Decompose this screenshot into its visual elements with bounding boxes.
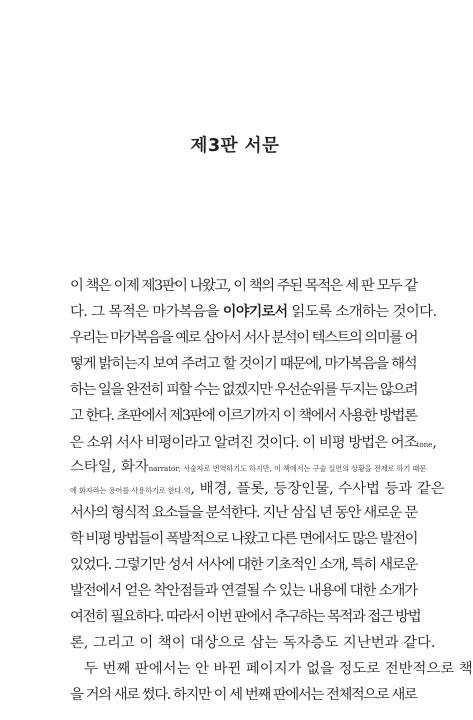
text-line-content: 이 책은 이제 제3판이 나왔고, 이 책의 주된 목적은 세 판 모두 같 <box>70 278 417 294</box>
text-line-content: 하는 일을 완전히 피할 수는 없겠지만 우선순위를 두지는 않으려 <box>70 382 418 399</box>
text-line <box>70 656 473 682</box>
text-line <box>70 299 437 325</box>
text-line <box>70 377 418 403</box>
text-line-content <box>70 299 436 325</box>
text-line <box>70 578 418 604</box>
text-line-content: 고 한다. 초판에서 제3판에 이르기까지 이 책에서 사용한 방법론 <box>70 408 417 425</box>
preface-body <box>70 273 473 708</box>
text-segment: 은 소위 서사 비평이라고 알려진 것이다. 이 비평 방법은 어조 <box>70 434 417 451</box>
text-line <box>70 604 421 630</box>
translator-note-mark: 역 <box>183 485 191 495</box>
text-line <box>70 682 418 708</box>
text-line <box>70 630 436 656</box>
text-line-content <box>70 430 436 456</box>
text-line <box>70 403 418 429</box>
text-line <box>70 500 418 526</box>
translator-note-continued: 에 화자라는 용어를 사용하기로 한다. <box>70 485 184 495</box>
text-line-content: 두 번째 판에서는 안 바뀐 페이지가 없을 정도로 전반적으로 책 <box>84 661 473 678</box>
text-line-content: 발전에서 얻은 착안점들과 연결될 수 있는 내용에 대한 소개가 <box>70 582 418 599</box>
text-line-content: 을 거의 새로 썼다. 하지만 이 세 번째 판에서는 전체적으로 새로 <box>70 687 417 704</box>
text-line-content: 떻게 밝히는지 보여 주려고 할 것이기 때문에, 마가복음을 해석 <box>70 356 417 373</box>
text-segment: , 배경, 플롯, 등장인물, 수사법 등과 같은 <box>190 480 445 497</box>
text-line-content: 여전히 필요하다. 따라서 이번 판에서 추구하는 목적과 접근 방법 <box>70 609 421 626</box>
text-line-with-note <box>70 478 445 500</box>
translator-note: narrator; 서술자로 번역하기도 하지만, 이 책에서는 구술 실연의 상황을 전제로 하기 때문 <box>148 463 427 473</box>
text-segment: 스타일, 화자 <box>70 458 149 475</box>
text-line <box>70 526 418 552</box>
text-line-content: 있었다. 그렇기만 성서 서사에 대한 기초적인 소개, 특히 새로운 <box>70 556 417 573</box>
text-segment: 다. 그 목적은 마가복음을 <box>70 304 219 321</box>
text-line <box>70 351 418 377</box>
text-line-content: 우리는 마가복음을 예로 삼아서 서사 분석이 텍스트의 의미를 어 <box>70 330 418 347</box>
text-segment: 읽도록 소개하는 것이다. <box>291 304 437 321</box>
text-segment: , <box>432 434 436 451</box>
text-line-with-note <box>70 456 427 478</box>
text-line <box>70 273 418 299</box>
text-line <box>70 430 436 456</box>
text-line <box>70 552 418 578</box>
gloss-tone: tone <box>416 439 433 449</box>
text-line <box>70 325 418 351</box>
emphasis-text: 이야기로서 <box>222 304 288 321</box>
text-line-content: 서사의 형식적 요소들을 분석한다. 지난 삼십 년 동안 새로운 문 <box>70 504 417 521</box>
text-line-content: 론, 그리고 이 책이 대상으로 삼는 독자층도 지난번과 같다. <box>70 635 436 652</box>
text-line-content: 학 비평 방법들이 폭발적으로 나왔고 다른 면에서도 많은 발전이 <box>70 530 418 547</box>
page-title: 제3판 서문 <box>190 136 280 156</box>
